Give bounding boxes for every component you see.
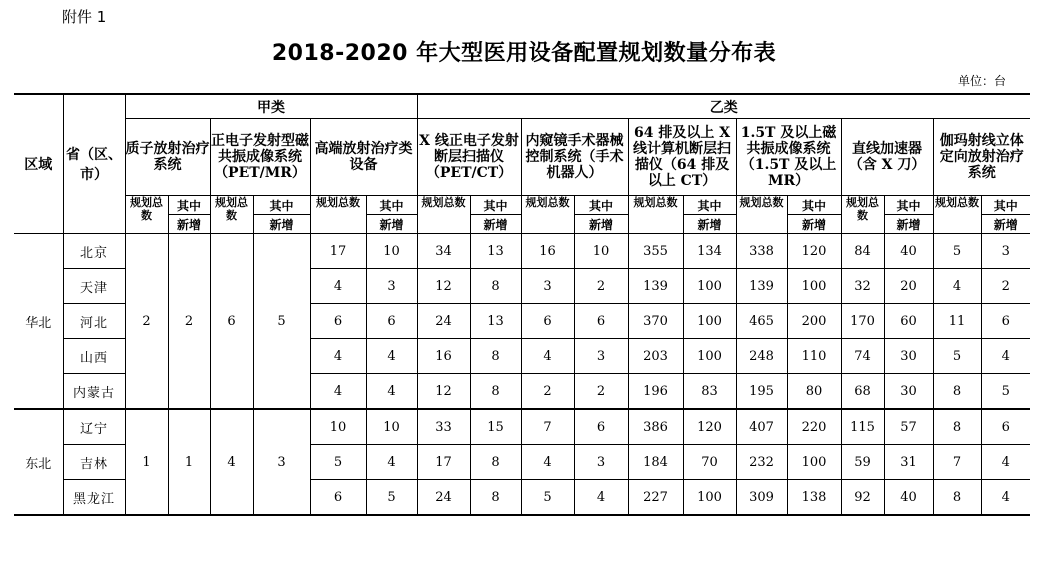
- value-cell: 465: [736, 304, 787, 339]
- table-row: [14, 409, 1030, 445]
- subheader-new: 新增: [253, 215, 310, 234]
- value-cell: 100: [683, 480, 736, 516]
- value-cell: 4: [521, 445, 574, 480]
- value-cell: 6: [574, 409, 628, 445]
- value-cell: 3: [574, 339, 628, 374]
- value-cell: 200: [787, 304, 841, 339]
- cell-a1-total: 1: [125, 409, 168, 515]
- value-cell: 338: [736, 234, 787, 269]
- value-cell: 3: [521, 269, 574, 304]
- subheader-among: 其中: [884, 196, 933, 215]
- value-cell: 5: [981, 374, 1030, 410]
- cell-a1-new: 2: [168, 234, 210, 410]
- cell-a2-total: 6: [210, 234, 253, 410]
- value-cell: 4: [310, 339, 366, 374]
- value-cell: 4: [981, 445, 1030, 480]
- value-cell: 16: [521, 234, 574, 269]
- region-cell: 东北: [14, 409, 63, 515]
- subheader-new: 新增: [168, 215, 210, 234]
- category-header-6: 64 排及以上 X 线计算机断层扫描仪（64 排及以上 CT）: [628, 119, 736, 196]
- subheader-among: 其中: [981, 196, 1030, 215]
- value-cell: 6: [981, 409, 1030, 445]
- category-header-4: X 线正电子发射断层扫描仪（PET/CT）: [417, 119, 521, 196]
- value-cell: 3: [981, 234, 1030, 269]
- subheader-total: 规划总数: [736, 196, 787, 234]
- value-cell: 100: [787, 445, 841, 480]
- value-cell: 8: [933, 480, 981, 516]
- value-cell: 195: [736, 374, 787, 410]
- value-cell: 5: [310, 445, 366, 480]
- province-cell: 内蒙古: [63, 374, 125, 410]
- subheader-total: 规划总数: [125, 196, 168, 234]
- subheader-new: 新增: [366, 215, 417, 234]
- value-cell: 31: [884, 445, 933, 480]
- value-cell: 7: [933, 445, 981, 480]
- category-header-3: 高端放射治疗类设备: [310, 119, 417, 196]
- province-cell: 河北: [63, 304, 125, 339]
- value-cell: 24: [417, 304, 470, 339]
- value-cell: 100: [683, 269, 736, 304]
- value-cell: 203: [628, 339, 683, 374]
- value-cell: 4: [366, 374, 417, 410]
- category-header-7: 1.5T 及以上磁共振成像系统（1.5T 及以上 MR）: [736, 119, 841, 196]
- value-cell: 139: [628, 269, 683, 304]
- subheader-total: 规划总数: [628, 196, 683, 234]
- subheader-total: 规划总数: [417, 196, 470, 234]
- value-cell: 59: [841, 445, 884, 480]
- value-cell: 13: [470, 234, 521, 269]
- subheader-among: 其中: [787, 196, 841, 215]
- subheader-among: 其中: [574, 196, 628, 215]
- value-cell: 40: [884, 234, 933, 269]
- value-cell: 170: [841, 304, 884, 339]
- category-header-row: [14, 119, 1030, 196]
- value-cell: 3: [366, 269, 417, 304]
- category-header-9: 伽玛射线立体定向放射治疗系统: [933, 119, 1030, 196]
- header-group-b: 乙类: [417, 94, 1030, 119]
- value-cell: 11: [933, 304, 981, 339]
- value-cell: 24: [417, 480, 470, 516]
- value-cell: 10: [366, 234, 417, 269]
- value-cell: 10: [366, 409, 417, 445]
- value-cell: 5: [933, 234, 981, 269]
- value-cell: 8: [933, 409, 981, 445]
- allocation-table: [14, 93, 1030, 516]
- value-cell: 4: [310, 269, 366, 304]
- value-cell: 4: [366, 445, 417, 480]
- subheader-among: 其中: [253, 196, 310, 215]
- value-cell: 4: [366, 339, 417, 374]
- value-cell: 8: [470, 339, 521, 374]
- table-body: [14, 234, 1030, 516]
- value-cell: 12: [417, 374, 470, 410]
- province-cell: 天津: [63, 269, 125, 304]
- value-cell: 220: [787, 409, 841, 445]
- value-cell: 15: [470, 409, 521, 445]
- cell-a2-total: 4: [210, 409, 253, 515]
- value-cell: 3: [574, 445, 628, 480]
- value-cell: 33: [417, 409, 470, 445]
- value-cell: 40: [884, 480, 933, 516]
- value-cell: 4: [981, 339, 1030, 374]
- value-cell: 8: [933, 374, 981, 410]
- value-cell: 30: [884, 339, 933, 374]
- value-cell: 138: [787, 480, 841, 516]
- value-cell: 227: [628, 480, 683, 516]
- value-cell: 184: [628, 445, 683, 480]
- value-cell: 30: [884, 374, 933, 410]
- province-cell: 山西: [63, 339, 125, 374]
- value-cell: 407: [736, 409, 787, 445]
- value-cell: 6: [366, 304, 417, 339]
- value-cell: 309: [736, 480, 787, 516]
- value-cell: 80: [787, 374, 841, 410]
- subheader-among: 其中: [470, 196, 521, 215]
- subheader-total: 规划总数: [210, 196, 253, 234]
- province-cell: 辽宁: [63, 409, 125, 445]
- subheader-total-row: [14, 196, 1030, 215]
- value-cell: 2: [574, 269, 628, 304]
- value-cell: 10: [574, 234, 628, 269]
- subheader-new: 新增: [787, 215, 841, 234]
- subheader-new: 新增: [470, 215, 521, 234]
- value-cell: 8: [470, 374, 521, 410]
- page-title: 2018-2020 年大型医用设备配置规划数量分布表: [271, 41, 777, 66]
- value-cell: 110: [787, 339, 841, 374]
- value-cell: 4: [981, 480, 1030, 516]
- cell-a1-total: 2: [125, 234, 168, 410]
- value-cell: 4: [574, 480, 628, 516]
- value-cell: 2: [574, 374, 628, 410]
- subheader-total: 规划总数: [521, 196, 574, 234]
- value-cell: 6: [310, 480, 366, 516]
- value-cell: 6: [981, 304, 1030, 339]
- value-cell: 100: [787, 269, 841, 304]
- value-cell: 100: [683, 339, 736, 374]
- province-cell: 吉林: [63, 445, 125, 480]
- value-cell: 134: [683, 234, 736, 269]
- header-province: 省（区、市）: [63, 94, 125, 234]
- header-group-a: 甲类: [125, 94, 417, 119]
- value-cell: 2: [981, 269, 1030, 304]
- value-cell: 6: [574, 304, 628, 339]
- value-cell: 20: [884, 269, 933, 304]
- value-cell: 12: [417, 269, 470, 304]
- value-cell: 2: [521, 374, 574, 410]
- province-cell: 北京: [63, 234, 125, 269]
- category-header-2: 正电子发射型磁共振成像系统（PET/MR）: [210, 119, 310, 196]
- attachment-label: 附件 1: [62, 8, 107, 26]
- value-cell: 74: [841, 339, 884, 374]
- value-cell: 13: [470, 304, 521, 339]
- value-cell: 4: [933, 269, 981, 304]
- subheader-total: 规划总数: [933, 196, 981, 234]
- value-cell: 6: [310, 304, 366, 339]
- value-cell: 84: [841, 234, 884, 269]
- value-cell: 83: [683, 374, 736, 410]
- value-cell: 139: [736, 269, 787, 304]
- category-header-8: 直线加速器（含 X 刀）: [841, 119, 933, 196]
- subheader-new: 新增: [981, 215, 1030, 234]
- value-cell: 8: [470, 445, 521, 480]
- value-cell: 232: [736, 445, 787, 480]
- header-region: 区域: [14, 94, 63, 234]
- value-cell: 7: [521, 409, 574, 445]
- value-cell: 34: [417, 234, 470, 269]
- value-cell: 57: [884, 409, 933, 445]
- value-cell: 196: [628, 374, 683, 410]
- cell-a1-new: 1: [168, 409, 210, 515]
- value-cell: 5: [521, 480, 574, 516]
- value-cell: 16: [417, 339, 470, 374]
- value-cell: 370: [628, 304, 683, 339]
- subheader-total: 规划总数: [310, 196, 366, 234]
- subheader-among: 其中: [366, 196, 417, 215]
- value-cell: 120: [683, 409, 736, 445]
- value-cell: 115: [841, 409, 884, 445]
- cell-a2-new: 5: [253, 234, 310, 410]
- value-cell: 5: [933, 339, 981, 374]
- unit-label: 单位：台: [957, 74, 1006, 88]
- region-cell: 华北: [14, 234, 63, 410]
- value-cell: 68: [841, 374, 884, 410]
- value-cell: 6: [521, 304, 574, 339]
- category-header-1: 质子放射治疗系统: [125, 119, 210, 196]
- value-cell: 92: [841, 480, 884, 516]
- subheader-new: 新增: [574, 215, 628, 234]
- subheader-among: 其中: [168, 196, 210, 215]
- subheader-new: 新增: [884, 215, 933, 234]
- value-cell: 248: [736, 339, 787, 374]
- value-cell: 8: [470, 269, 521, 304]
- value-cell: 355: [628, 234, 683, 269]
- province-cell: 黑龙江: [63, 480, 125, 516]
- value-cell: 100: [683, 304, 736, 339]
- table-row: [14, 234, 1030, 269]
- value-cell: 17: [310, 234, 366, 269]
- value-cell: 60: [884, 304, 933, 339]
- value-cell: 32: [841, 269, 884, 304]
- value-cell: 17: [417, 445, 470, 480]
- value-cell: 5: [366, 480, 417, 516]
- category-header-5: 内窥镜手术器械控制系统（手术机器人）: [521, 119, 628, 196]
- value-cell: 70: [683, 445, 736, 480]
- value-cell: 4: [521, 339, 574, 374]
- value-cell: 4: [310, 374, 366, 410]
- subheader-among: 其中: [683, 196, 736, 215]
- value-cell: 8: [470, 480, 521, 516]
- cell-a2-new: 3: [253, 409, 310, 515]
- value-cell: 10: [310, 409, 366, 445]
- value-cell: 120: [787, 234, 841, 269]
- subheader-new: 新增: [683, 215, 736, 234]
- subheader-total: 规划总数: [841, 196, 884, 234]
- value-cell: 386: [628, 409, 683, 445]
